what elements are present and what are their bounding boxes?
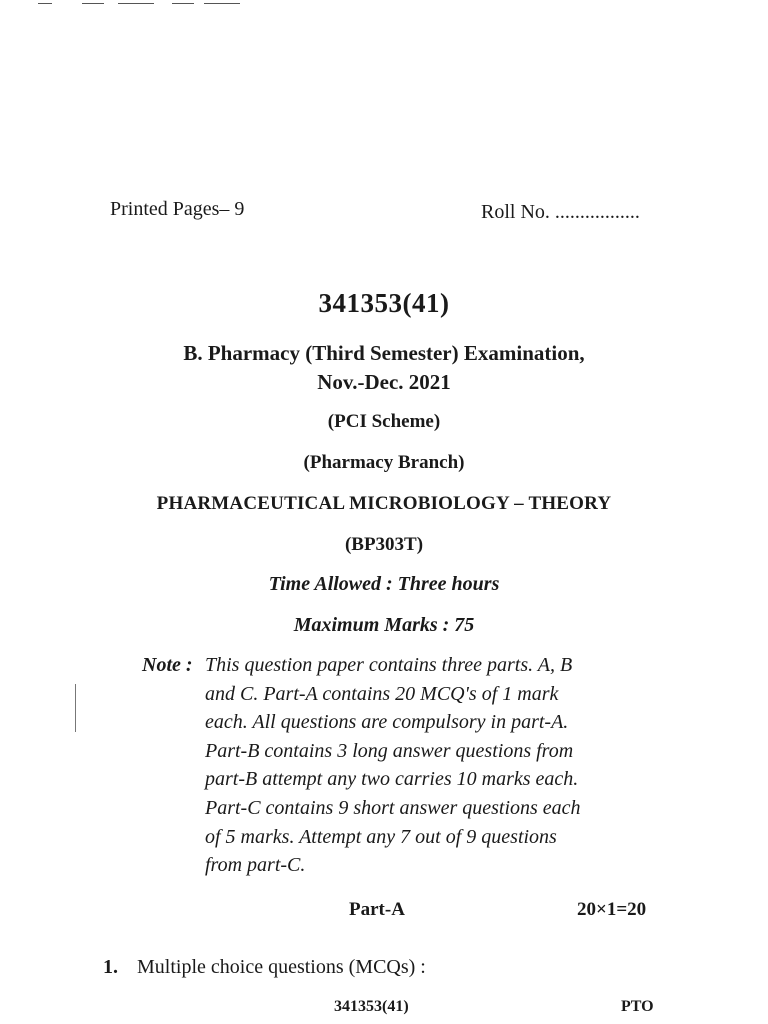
footer-paper-code: 341353(41) [334, 998, 409, 1015]
scan-artifact-top [118, 3, 154, 4]
paper-code: 341353(41) [318, 288, 450, 318]
scan-artifact-margin [75, 684, 76, 732]
note-line: and C. Part-A contains 20 MCQ's of 1 mark [205, 682, 559, 705]
note-line: Part-B contains 3 long answer questions from [205, 739, 574, 762]
note-label: Note : [142, 654, 193, 676]
footer-pto: PTO [621, 998, 654, 1015]
question-text: Multiple choice questions (MCQs) : [137, 956, 426, 978]
exam-session: Nov.-Dec. 2021 [317, 370, 451, 394]
note-body [205, 654, 581, 883]
exam-title: B. Pharmacy (Third Semester) Examination, [183, 341, 585, 365]
note-line: Part-C contains 9 short answer questions each [205, 796, 581, 819]
branch: (Pharmacy Branch) [303, 452, 465, 473]
note-line: This question paper contains three parts. A, B [205, 654, 573, 676]
part-a-heading: Part-A [349, 899, 405, 920]
scan-artifact-top [204, 3, 240, 4]
subject-title: PHARMACEUTICAL MICROBIOLOGY – THEORY [156, 493, 612, 514]
note-line: part-B attempt any two carries 10 marks each. [205, 768, 579, 791]
roll-number-field: Roll No. ................. [481, 201, 640, 223]
printed-pages: Printed Pages– 9 [110, 198, 245, 220]
question-number: 1. [103, 956, 118, 978]
maximum-marks: Maximum Marks : 75 [293, 614, 475, 636]
note-line: from part-C. [205, 854, 306, 877]
note-line: of 5 marks. Attempt any 7 out of 9 questions [205, 825, 557, 848]
note-line: each. All questions are compulsory in part-A. [205, 711, 569, 734]
scan-artifact-top [82, 3, 104, 4]
scheme: (PCI Scheme) [327, 411, 441, 432]
scan-artifact-top [172, 3, 194, 4]
part-a-marks: 20×1=20 [577, 899, 647, 920]
scan-artifact-top [38, 3, 52, 4]
time-allowed: Time Allowed : Three hours [268, 573, 500, 595]
course-code: (BP303T) [344, 534, 424, 555]
